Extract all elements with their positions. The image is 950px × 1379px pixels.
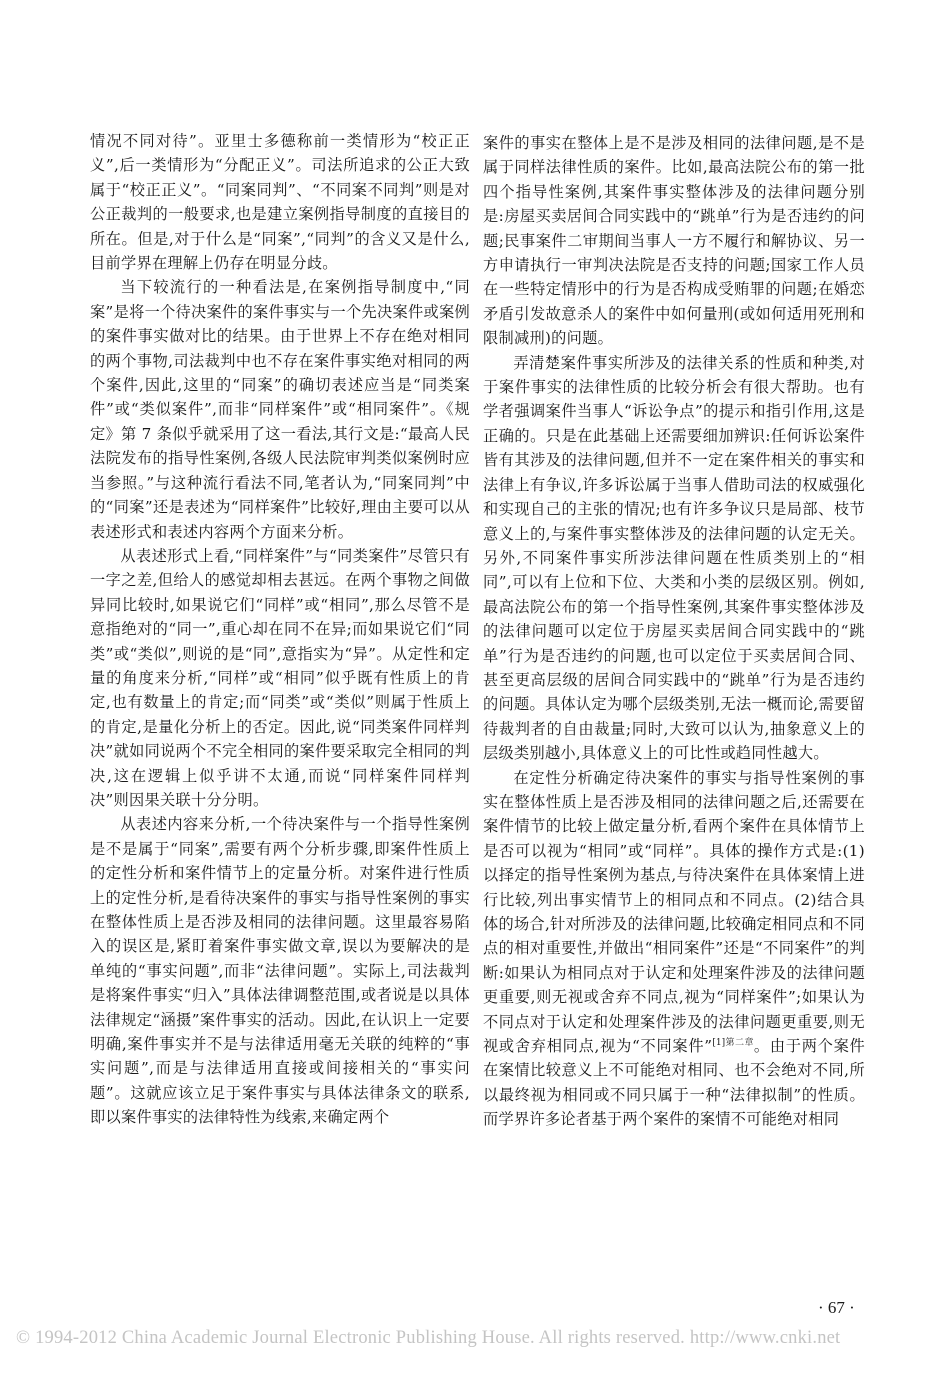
paragraph: 案件的事实在整体上是不是涉及相同的法律问题,是不是属于同样法律性质的案件。比如,最高法院公布的第一批四个指导性案例,其案件事实整体涉及的法律问题分别是:房屋买卖居间合同实践中的“跳单”行为是否违约的问题;民事案件二审期间当事人一方不履行和解协议、另一方申请执行一审判决法院是否支持的问题;国家工作人员在一些特定情形中的行为是否构成受贿罪的问题;在婚恋矛盾引发故意杀人的案件中如何量刑(或如何适用死刑和限制减刑)的问题。 bbox=[483, 134, 865, 348]
paragraph-text: 在定性分析确定待决案件的事实与指导性案例的事实在整体性质上是否涉及相同的法律问题之后,还需要在案件情节的比较上做定量分析,看两个案件在具体情节上是否可以视为“相同”或“同样”。具体的操作方式是:(1)以择定的指导性案例为基点,与待决案件在具体案情上进行比较,列出事实情节上的相同点和不同点。(2)结合具体的场合,针对所涉及的法律问题,比较确定相同点和不同点的相对重要性,并做出“相同案件”还是“不同案件”的判断:如果认为相同点对于认定和处理案件涉及的法律问题更重要,则无视或舍弃不同点,视为“同样案件”;如果认为不同点对于认定和处理案件涉及的法律问题更重要,则无视或舍弃相同点,视为“不同案件” bbox=[483, 768, 865, 1056]
right-text-column bbox=[483, 131, 865, 1132]
paragraph: 弄清楚案件事实所涉及的法律关系的性质和种类,对于案件事实的法律性质的比较分析会有很大帮助。也有学者强调案件当事人“诉讼争点”的提示和指引作用,这是正确的。只是在此基础上还需要细加辨识:任何诉讼案件皆有其涉及的法律问题,但并不一定在案件相关的事实和法律上有争议,许多诉讼属于当事人借助司法的权威强化和实现自己的主张的情况;也有许多争议只是局部、枝节意义上的,与案件事实整体涉及的法律问题的认定无关。另外,不同案件事实所涉法律问题在性质类别上的“相同”,可以有上位和下位、大类和小类的层级区别。例如,最高法院公布的第一个指导性案例,其案件事实整体涉及的法律问题可以定位于房屋买卖居间合同实践中的“跳单”行为是否违约的问题,也可以定位于买卖居间合同、甚至更高层级的居间合同实践中的“跳单”行为是否违约的问题。具体认定为哪个层级类别,无法一概而论,需要留待裁判者的自由裁量;同时,大致可以认为,抽象意义上的层级类别越小,具体意义上的可比性或趋同性越大。 bbox=[483, 353, 865, 763]
paragraph: 当下较流行的一种看法是,在案例指导制度中,“同案”是将一个待决案件的案件事实与一个先决案件或案例的案件事实做对比的结果。由于世界上不存在绝对相同的两个事物,司法裁判中也不存在案件事实绝对相同的两个案件,因此,这里的“同案”的确切表述应当是“同类案件”或“类似案件”,而非“同样案件”或“相同案件”。《规定》第 7 条似乎就采用了这一看法,其行文是:“最高人民法院发布的指导性案例,各级人民法院审判类似案例时应当参照。”与这种流行看法不同,笔者认为,“同案同判”中的“同案”还是表述为“同样案件”比较好,理由主要可以从表述形式和表述内容两个方面来分析。 bbox=[90, 278, 470, 541]
copyright-footer: © 1994-2012 China Academic Journal Electronic Publishing House. All rights reserved. http://www.cnki.net bbox=[16, 1328, 841, 1348]
paragraph-with-citation bbox=[483, 766, 865, 1132]
page-number: · 67 · bbox=[818, 1298, 855, 1317]
left-text-column bbox=[90, 129, 470, 1130]
paragraph-text-tail: 。由于两个案件在案情比较意义上不可能绝对相同、也不会绝对不同,所以最终视为相同或不同只属于一种“法律拟制”的性质。而学界许多论者基于两个案件的案情不可能绝对相同 bbox=[483, 1037, 865, 1129]
paragraph: 情况不同对待”。亚里士多德称前一类情形为“校正正义”,后一类情形为“分配正义”。司法所追求的公正大致属于“校正正义”。“同案同判”、“不同案不同判”则是对公正裁判的一般要求,也是建立案例指导制度的直接目的所在。但是,对于什么是“同案”,“同判”的含义又是什么,目前学界在理解上仍存在明显分歧。 bbox=[90, 132, 470, 273]
citation-marker: [1]第二章 bbox=[712, 1037, 754, 1048]
paragraph: 从表述形式上看,“同样案件”与“同类案件”尽管只有一字之差,但给人的感觉却相去甚远。在两个事物之间做异同比较时,如果说它们“同样”或“相同”,那么尽管不是意指绝对的“同一”,重心却在同不在异;而如果说它们“同类”或“类似”,则说的是“同”,意指实为“异”。从定性和定量的角度来分析,“同样”或“相同”似乎既有性质上的肯定,也有数量上的肯定;而“同类”或“类似”则属于性质上的肯定,是量化分析上的否定。因此,说“同类案件同样判决”就如同说两个不完全相同的案件要采取完全相同的判决,这在逻辑上似乎讲不太通,而说“同样案件同样判决”则因果关联十分分明。 bbox=[90, 546, 470, 809]
paragraph: 从表述内容来分析,一个待决案件与一个指导性案例是不是属于“同案”,需要有两个分析步骤,即案件性质上的定性分析和案件情节上的定量分析。对案件进行性质上的定性分析,是看待决案件的事实与指导性案例的事实在整体性质上是否涉及相同的法律问题。这里最容易陷入的误区是,紧盯着案件事实做文章,误以为要解决的是单纯的“事实问题”,而非“法律问题”。实际上,司法裁判是将案件事实“归入”具体法律调整范围,或者说是以具体法律规定“涵摄”案件事实的活动。因此,在认识上一定要明确,案件事实并不是与法律适用毫无关联的纯粹的“事实问题”,而是与法律适用直接或间接相关的“事实问题”。这就应该立足于案件事实与具体法律条文的联系,即以案件事实的法律特性为线索,来确定两个 bbox=[90, 815, 470, 1127]
